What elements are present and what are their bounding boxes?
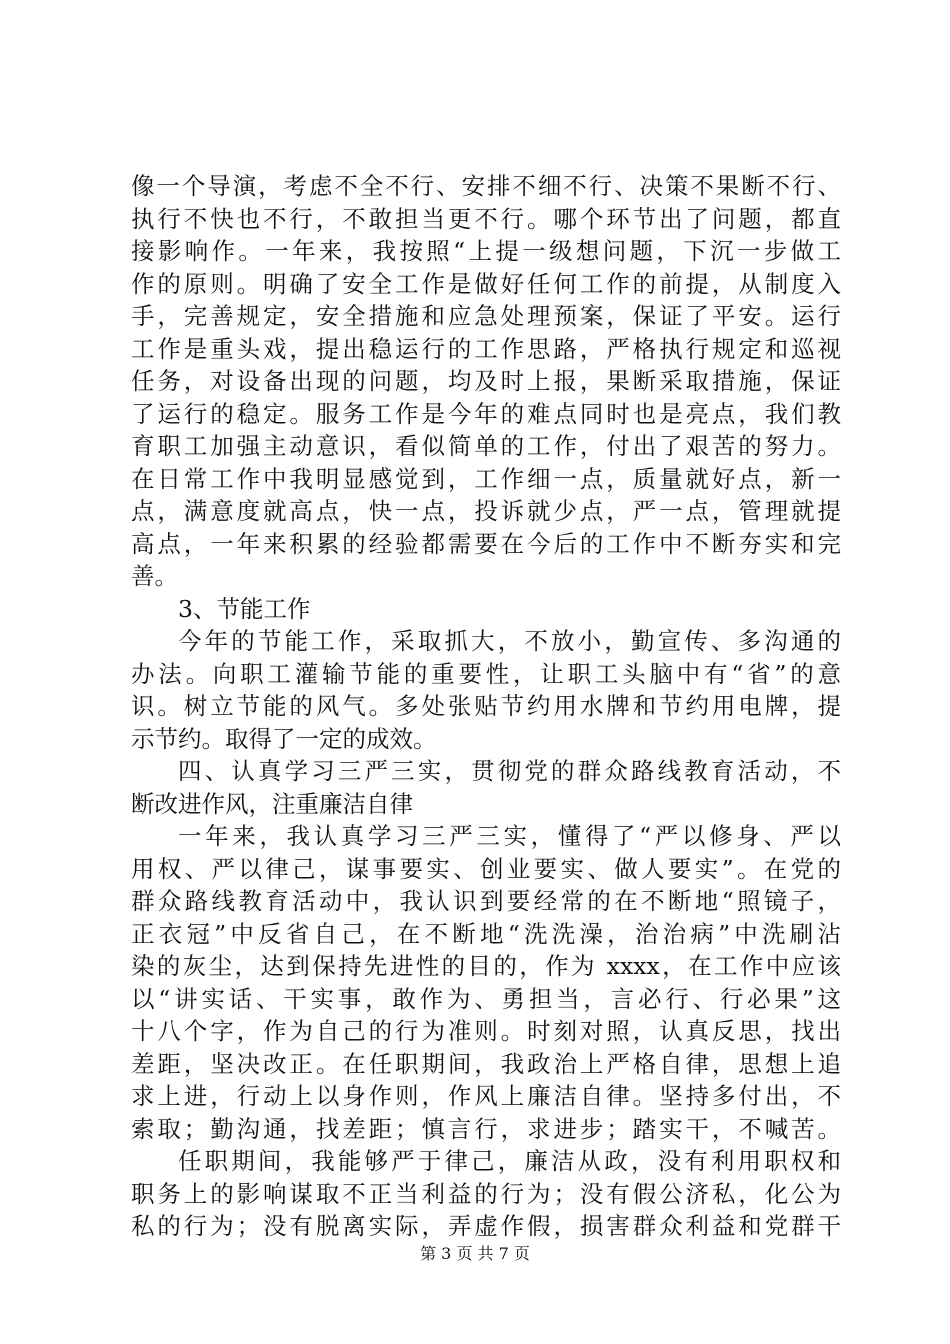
text-line: 在日常工作中我明显感觉到，工作细一点，质量就好点，新一 [131,464,841,493]
text-line: 求上进，行动上以身作则，作风上廉洁自律。坚持多付出，不 [131,1082,841,1110]
text-line: 高点，一年来积累的经验都需要在今后的工作中不断夯实和完 [131,529,841,558]
text-line: 染的灰尘，达到保持先进性的目的，作为 xxxx，在工作中应该 [131,952,841,980]
text-line: 手，完善规定，安全措施和应急处理预案，保证了平安。运行 [131,302,841,330]
text-line: 差距，坚决改正。在任职期间，我政治上严格自律，思想上追 [131,1049,841,1078]
text-line: 一年来，我认真学习三严三实，懂得了“严以修身、严以 [178,822,841,850]
section-heading-cont: 断改进作风，注重廉洁自律 [131,789,413,818]
text-line: 十八个字，作为自己的行为准则。时刻对照，认真反思，找出 [131,1017,841,1045]
text-line: 私的行为；没有脱离实际，弄虚作假，损害群众利益和党群干 [131,1212,841,1240]
text-line: 群众路线教育活动中，我认识到要经常的在不断地“照镜子， [131,887,841,915]
page-footer: 第 3 页 共 7 页 [420,1244,530,1263]
text-line: 索取；勤沟通，找差距；慎言行，求进步；踏实干，不喊苦。 [131,1114,841,1143]
text-line: 作的原则。明确了安全工作是做好任何工作的前提，从制度入 [131,269,841,298]
section-heading: 3、节能工作 [178,594,311,623]
section-heading: 四、认真学习三严三实，贯彻党的群众路线教育活动，不 [178,757,841,785]
text-line: 了运行的稳定。服务工作是今年的难点同时也是亮点，我们教 [131,399,841,428]
text-line: 办法。向职工灌输节能的重要性，让职工头脑中有“省”的意 [131,659,841,688]
text-line: 任务，对设备出现的问题，均及时上报，果断采取措施，保证 [131,367,841,395]
text-line: 任职期间，我能够严于律己，廉洁从政，没有利用职权和 [178,1147,841,1175]
text-line: 像一个导演，考虑不全不行、安排不细不行、决策不果断不行、 [131,172,841,200]
text-line: 示节约。取得了一定的成效。 [131,724,437,753]
text-line: 正衣冠”中反省自己，在不断地“洗洗澡，治治病”中洗刷沾 [131,919,841,948]
text-line: 工作是重头戏，提出稳运行的工作思路，严格执行规定和巡视 [131,334,841,363]
text-line: 育职工加强主动意识，看似简单的工作，付出了艰苦的努力。 [131,432,841,460]
text-line: 执行不快也不行，不敢担当更不行。哪个环节出了问题，都直 [131,204,841,233]
text-line: 接影响作。一年来，我按照“上提一级想问题，下沉一步做工 [131,237,841,265]
document-body [131,170,841,1243]
text-line: 识。树立节能的风气。多处张贴节约用水牌和节约用电牌，提 [131,692,841,720]
text-line: 职务上的影响谋取不正当利益的行为；没有假公济私，化公为 [131,1179,841,1208]
text-line: 以“讲实话、干实事，敢作为、勇担当，言必行、行必果”这 [131,984,841,1013]
text-line: 点，满意度就高点，快一点，投诉就少点，严一点，管理就提 [131,497,841,525]
text-line: 用权、严以律己，谋事要实、创业要实、做人要实”。在党的 [131,854,841,883]
text-line: 今年的节能工作，采取抓大，不放小，勤宣传、多沟通的 [178,627,841,655]
text-line: 善。 [131,562,178,590]
